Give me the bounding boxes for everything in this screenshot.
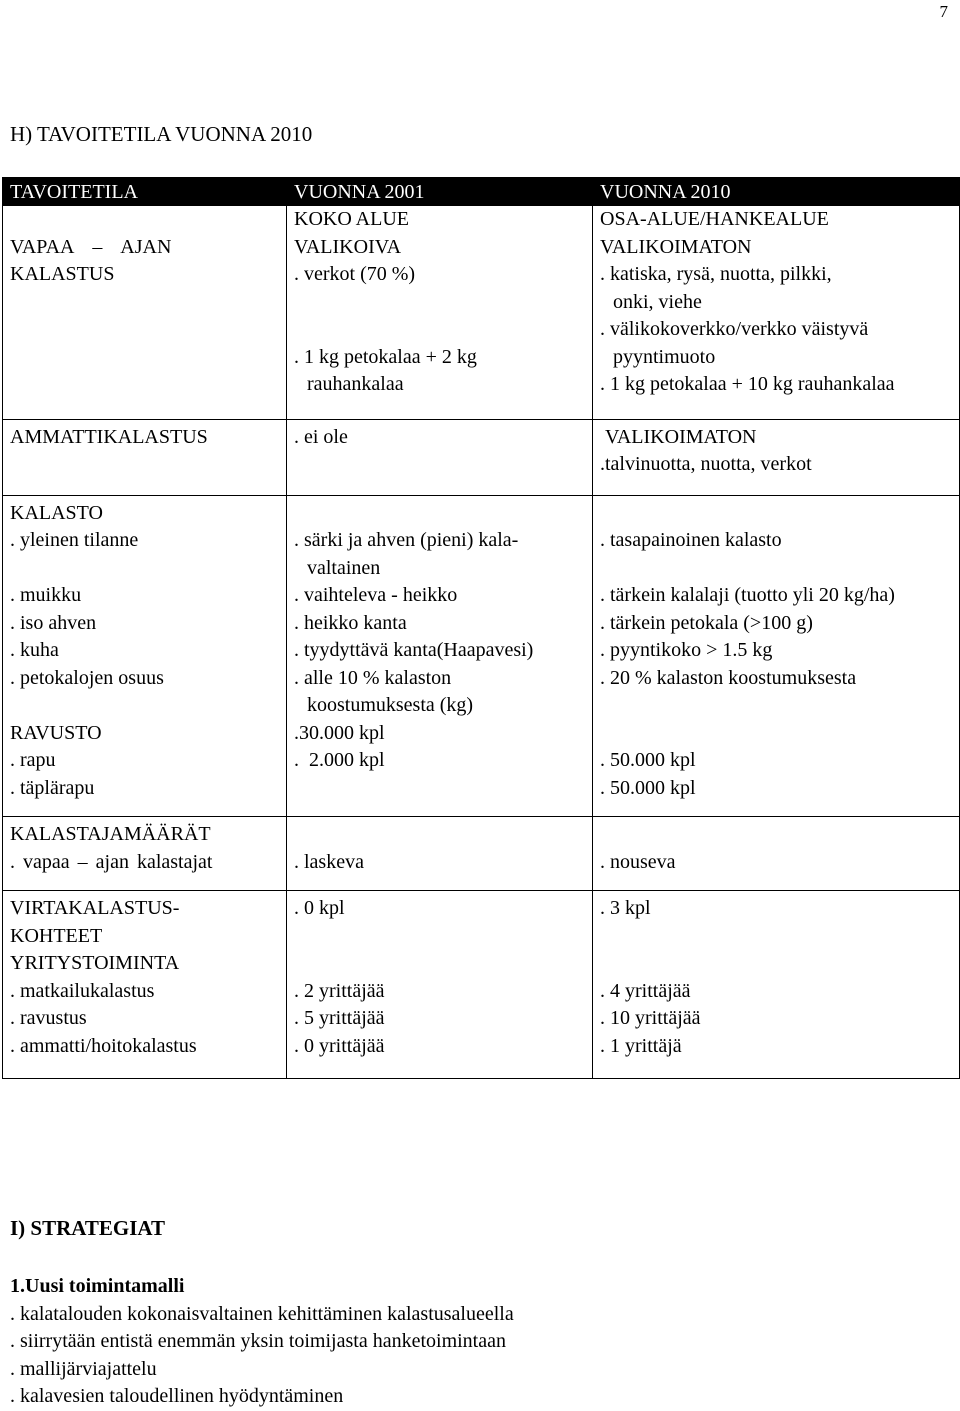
cell-2010 [593, 495, 960, 817]
section-heading-i: I) STRATEGIAT [10, 1216, 166, 1240]
cell-line: . laskeva [294, 850, 364, 873]
cell-line: . katiska, rysä, nuotta, pilkki, [600, 263, 832, 285]
cell-line: . nouseva [600, 850, 676, 873]
target-state-table [2, 177, 960, 1079]
cell-line: . särki ja ahven (pieni) kala- [294, 529, 519, 551]
cell-line: KALASTUS [10, 263, 115, 285]
row-label-cell [3, 495, 287, 817]
cell-line: . tärkein kalalaji (tuotto yli 20 kg/ha) [600, 584, 895, 606]
strategy-item: . kalavesien taloudellinen hyödyntäminen [10, 1385, 344, 1407]
cell-line: rauhankalaa [307, 373, 404, 395]
cell-line: . 5 yrittäjää [294, 1007, 385, 1029]
cell-line: . 0 kpl [294, 897, 345, 919]
cell-line: . täplärapu [10, 776, 95, 799]
cell-line: . matkailukalastus [10, 979, 155, 1002]
cell-2010 [593, 891, 960, 1079]
cell-line: koostumuksesta (kg) [307, 694, 474, 716]
cell-line: valtainen [307, 556, 381, 579]
cell-line: . 2.000 kpl [294, 749, 385, 771]
table-row-virta [3, 891, 960, 1079]
strategy-item: . kalatalouden kokonaisvaltainen kehittäminen kalastusalueella [10, 1302, 514, 1325]
cell-line: . 1 yrittäjä [600, 1034, 682, 1057]
cell-line: . ammatti/hoitokalastus [10, 1034, 197, 1057]
cell-line: KALASTAJAMÄÄRÄT [10, 823, 211, 845]
strategy-title: 1.Uusi toimintamalli [10, 1275, 185, 1297]
cell-line: pyyntimuoto [613, 345, 716, 368]
table-row-kalasto [3, 495, 960, 817]
cell-line: . vapaa – ajan kalastajat [10, 850, 213, 873]
cell-line: . 10 yrittäjää [600, 1007, 701, 1029]
strategy-item: . siirrytään entistä enemmän yksin toimijasta hanketoimintaan [10, 1330, 506, 1352]
header-cell: VUONNA 2010 [593, 177, 960, 206]
cell-line: YRITYSTOIMINTA [10, 952, 180, 974]
cell-line: . 2 yrittäjää [294, 979, 385, 1002]
strategy-block [10, 1273, 514, 1411]
cell-line: VALIKOIMATON [600, 235, 752, 258]
cell-line: onki, viehe [613, 290, 702, 313]
cell-line: VALIKOIVA [294, 235, 402, 258]
cell-line: . pyyntikoko > 1.5 kg [600, 639, 773, 661]
cell-2001 [287, 891, 593, 1079]
cell-line: . muikku [10, 584, 82, 606]
cell-line: . ravustus [10, 1007, 87, 1029]
cell-line: . 50.000 kpl [600, 776, 696, 799]
cell-line: .30.000 kpl [294, 721, 385, 744]
cell-line: KALASTO [10, 501, 103, 524]
cell-line: VIRTAKALASTUS- [10, 897, 180, 919]
cell-line: . ei ole [294, 425, 348, 448]
header-cell: TAVOITETILA [3, 177, 287, 206]
cell-subheader: OSA-ALUE/HANKEALUE [600, 208, 829, 230]
row-label-cell [3, 419, 287, 495]
table-header-row [3, 177, 960, 206]
cell-line: . rapu [10, 749, 56, 771]
row-label-cell [3, 817, 287, 891]
table-row-vapaa [3, 206, 960, 419]
cell-2010 [593, 817, 960, 891]
cell-2001 [287, 817, 593, 891]
cell-2001 [287, 206, 593, 419]
cell-line: . 0 yrittäjää [294, 1034, 385, 1057]
cell-line: . vaihteleva - heikko [294, 584, 458, 606]
cell-line: VAPAA – AJAN [10, 235, 172, 258]
row-label-cell [3, 891, 287, 1079]
cell-line: . tyydyttävä kanta(Haapavesi) [294, 639, 534, 661]
cell-line: . tärkein petokala (>100 g) [600, 611, 813, 634]
cell-line: AMMATTIKALASTUS [10, 425, 208, 448]
cell-line: . verkot (70 %) [294, 263, 416, 285]
strategy-item: . mallijärviajattelu [10, 1357, 157, 1380]
cell-line: KOHTEET [10, 924, 103, 947]
cell-line: . 1 kg petokalaa + 2 kg [294, 345, 477, 368]
row-label-cell [3, 206, 287, 419]
cell-line: . tasapainoinen kalasto [600, 529, 782, 551]
cell-subheader: KOKO ALUE [294, 208, 409, 230]
cell-line: . 20 % kalaston koostumuksesta [600, 666, 857, 689]
cell-line: . petokalojen osuus [10, 666, 164, 689]
cell-line: . heikko kanta [294, 611, 407, 634]
cell-line: . yleinen tilanne [10, 529, 139, 551]
table-row-ammatti [3, 419, 960, 495]
cell-2010 [593, 419, 960, 495]
cell-line: .talvinuotta, nuotta, verkot [600, 453, 812, 475]
table-row-maarat [3, 817, 960, 891]
cell-2010 [593, 206, 960, 419]
page-number: 7 [939, 2, 948, 21]
cell-line: RAVUSTO [10, 721, 102, 744]
cell-line: . 50.000 kpl [600, 749, 696, 771]
cell-2001 [287, 495, 593, 817]
cell-2001 [287, 419, 593, 495]
cell-line: VALIKOIMATON [605, 425, 757, 448]
section-heading-h: H) TAVOITETILA VUONNA 2010 [10, 122, 313, 146]
cell-line: . alle 10 % kalaston [294, 666, 452, 689]
cell-line: . kuha [10, 639, 59, 661]
cell-line: . 4 yrittäjää [600, 979, 691, 1002]
header-cell: VUONNA 2001 [287, 177, 593, 206]
cell-line: . 1 kg petokalaa + 10 kg rauhankalaa [600, 373, 895, 395]
cell-line: . iso ahven [10, 611, 97, 634]
cell-line: . 3 kpl [600, 897, 651, 919]
cell-line: . välikokoverkko/verkko väistyvä [600, 318, 869, 340]
